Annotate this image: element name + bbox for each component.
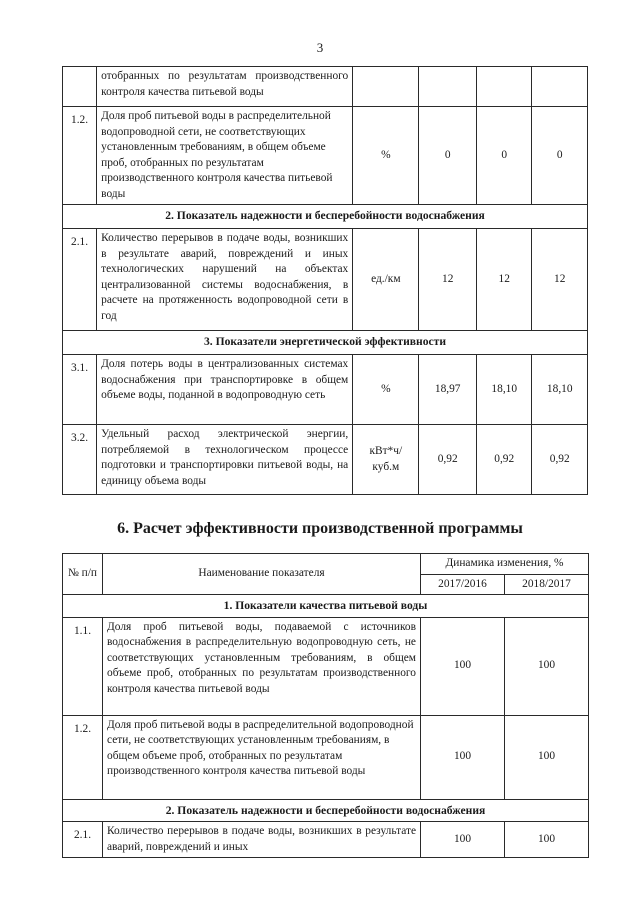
header-row (63, 554, 589, 575)
row-number: 3.1. (63, 355, 97, 425)
section-row (63, 595, 589, 618)
row-text: отобранных по результатам производственного контроля качества питьевой воды (97, 67, 353, 107)
section-row (63, 331, 588, 355)
section-title: 1. Показатели качества питьевой воды (63, 595, 589, 618)
row-text: Доля потерь воды в централизованных системах водоснабжения при транспортировке в общем объеме воды, поданной в водопроводную сеть (97, 355, 353, 425)
row-value: 0 (477, 107, 532, 205)
row-value (532, 67, 588, 107)
row-value: 0,92 (532, 425, 588, 495)
row-value: 18,10 (477, 355, 532, 425)
table-row (63, 715, 589, 799)
row-unit: % (353, 355, 419, 425)
row-unit: ед./км (353, 229, 419, 331)
section-title: 2. Показатель надежности и бесперебойности водоснабжения (63, 205, 588, 229)
row-value (477, 67, 532, 107)
page-number: 3 (316, 40, 324, 55)
row-value: 100 (505, 822, 589, 858)
row-value: 0 (532, 107, 588, 205)
row-text: Доля проб питьевой воды, подаваемой с источников водоснабжения в распределительную водопроводную сеть, не соответствующих установленным требованиям, в общем объеме проб, отобранных по результатам производственного контроля качества питьевой воды (103, 617, 421, 715)
row-value: 100 (505, 617, 589, 715)
row-number: 3.2. (63, 425, 97, 495)
row-value: 18,97 (419, 355, 477, 425)
header-dynamics: Динамика изменения, % (421, 554, 589, 575)
header-name: Наименование показателя (103, 554, 421, 595)
row-text: Количество перерывов в подаче воды, возникших в результате аварий, повреждений и иных (103, 822, 421, 858)
row-value: 18,10 (532, 355, 588, 425)
table-row (63, 617, 589, 715)
section-title: 2. Показатель надежности и бесперебойности водоснабжения (63, 799, 589, 822)
header-number: № п/п (63, 554, 103, 595)
row-value: 0,92 (419, 425, 477, 495)
row-value: 12 (532, 229, 588, 331)
row-number: 1.2. (63, 107, 97, 205)
row-unit (353, 67, 419, 107)
row-value: 100 (421, 617, 505, 715)
row-text: Количество перерывов в подаче воды, возникших в результате аварий, повреждений и иных технологических нарушений на объектах централизованной системы водоснабжения, в расчете на протяженность водопроводной сети в год (97, 229, 353, 331)
section-row (63, 205, 588, 229)
row-number: 2.1. (63, 822, 103, 858)
section-row (63, 799, 589, 822)
table-row (63, 355, 588, 425)
row-value: 0 (419, 107, 477, 205)
row-value: 100 (505, 715, 589, 799)
header-period: 2018/2017 (505, 574, 589, 595)
row-unit: % (353, 107, 419, 205)
row-number: 2.1. (63, 229, 97, 331)
row-value: 12 (477, 229, 532, 331)
table-row (63, 425, 588, 495)
indicators-table (62, 66, 588, 495)
row-text: Доля проб питьевой воды в распределительной водопроводной сети, не соответствующих установленным требованиям, в общем объеме проб, отобранных по результатам производственного контроля качества питьевой воды (97, 107, 353, 205)
row-value: 100 (421, 715, 505, 799)
table-row (63, 822, 589, 858)
section-heading: 6. Расчет эффективности производственной программы (117, 520, 523, 537)
table-row (63, 229, 588, 331)
row-number (63, 67, 97, 107)
row-number: 1.2. (63, 715, 103, 799)
row-value: 12 (419, 229, 477, 331)
efficiency-table (62, 553, 589, 858)
row-value: 100 (421, 822, 505, 858)
section-title: 3. Показатели энергетической эффективности (63, 331, 588, 355)
row-text: Удельный расход электрической энергии, потребляемой в технологическом процессе подготовки и транспортировки питьевой воды, на единицу объема воды (97, 425, 353, 495)
header-period: 2017/2016 (421, 574, 505, 595)
row-text: Доля проб питьевой воды в распределительной водопроводной сети, не соответствующих установленным требованиям, в общем объеме проб, отобранных по результатам производственного контроля качества питьевой воды (103, 715, 421, 799)
row-value (419, 67, 477, 107)
table-row (63, 107, 588, 205)
table-row (63, 67, 588, 107)
row-number: 1.1. (63, 617, 103, 715)
row-unit: кВт*ч/куб.м (353, 425, 419, 495)
row-value: 0,92 (477, 425, 532, 495)
